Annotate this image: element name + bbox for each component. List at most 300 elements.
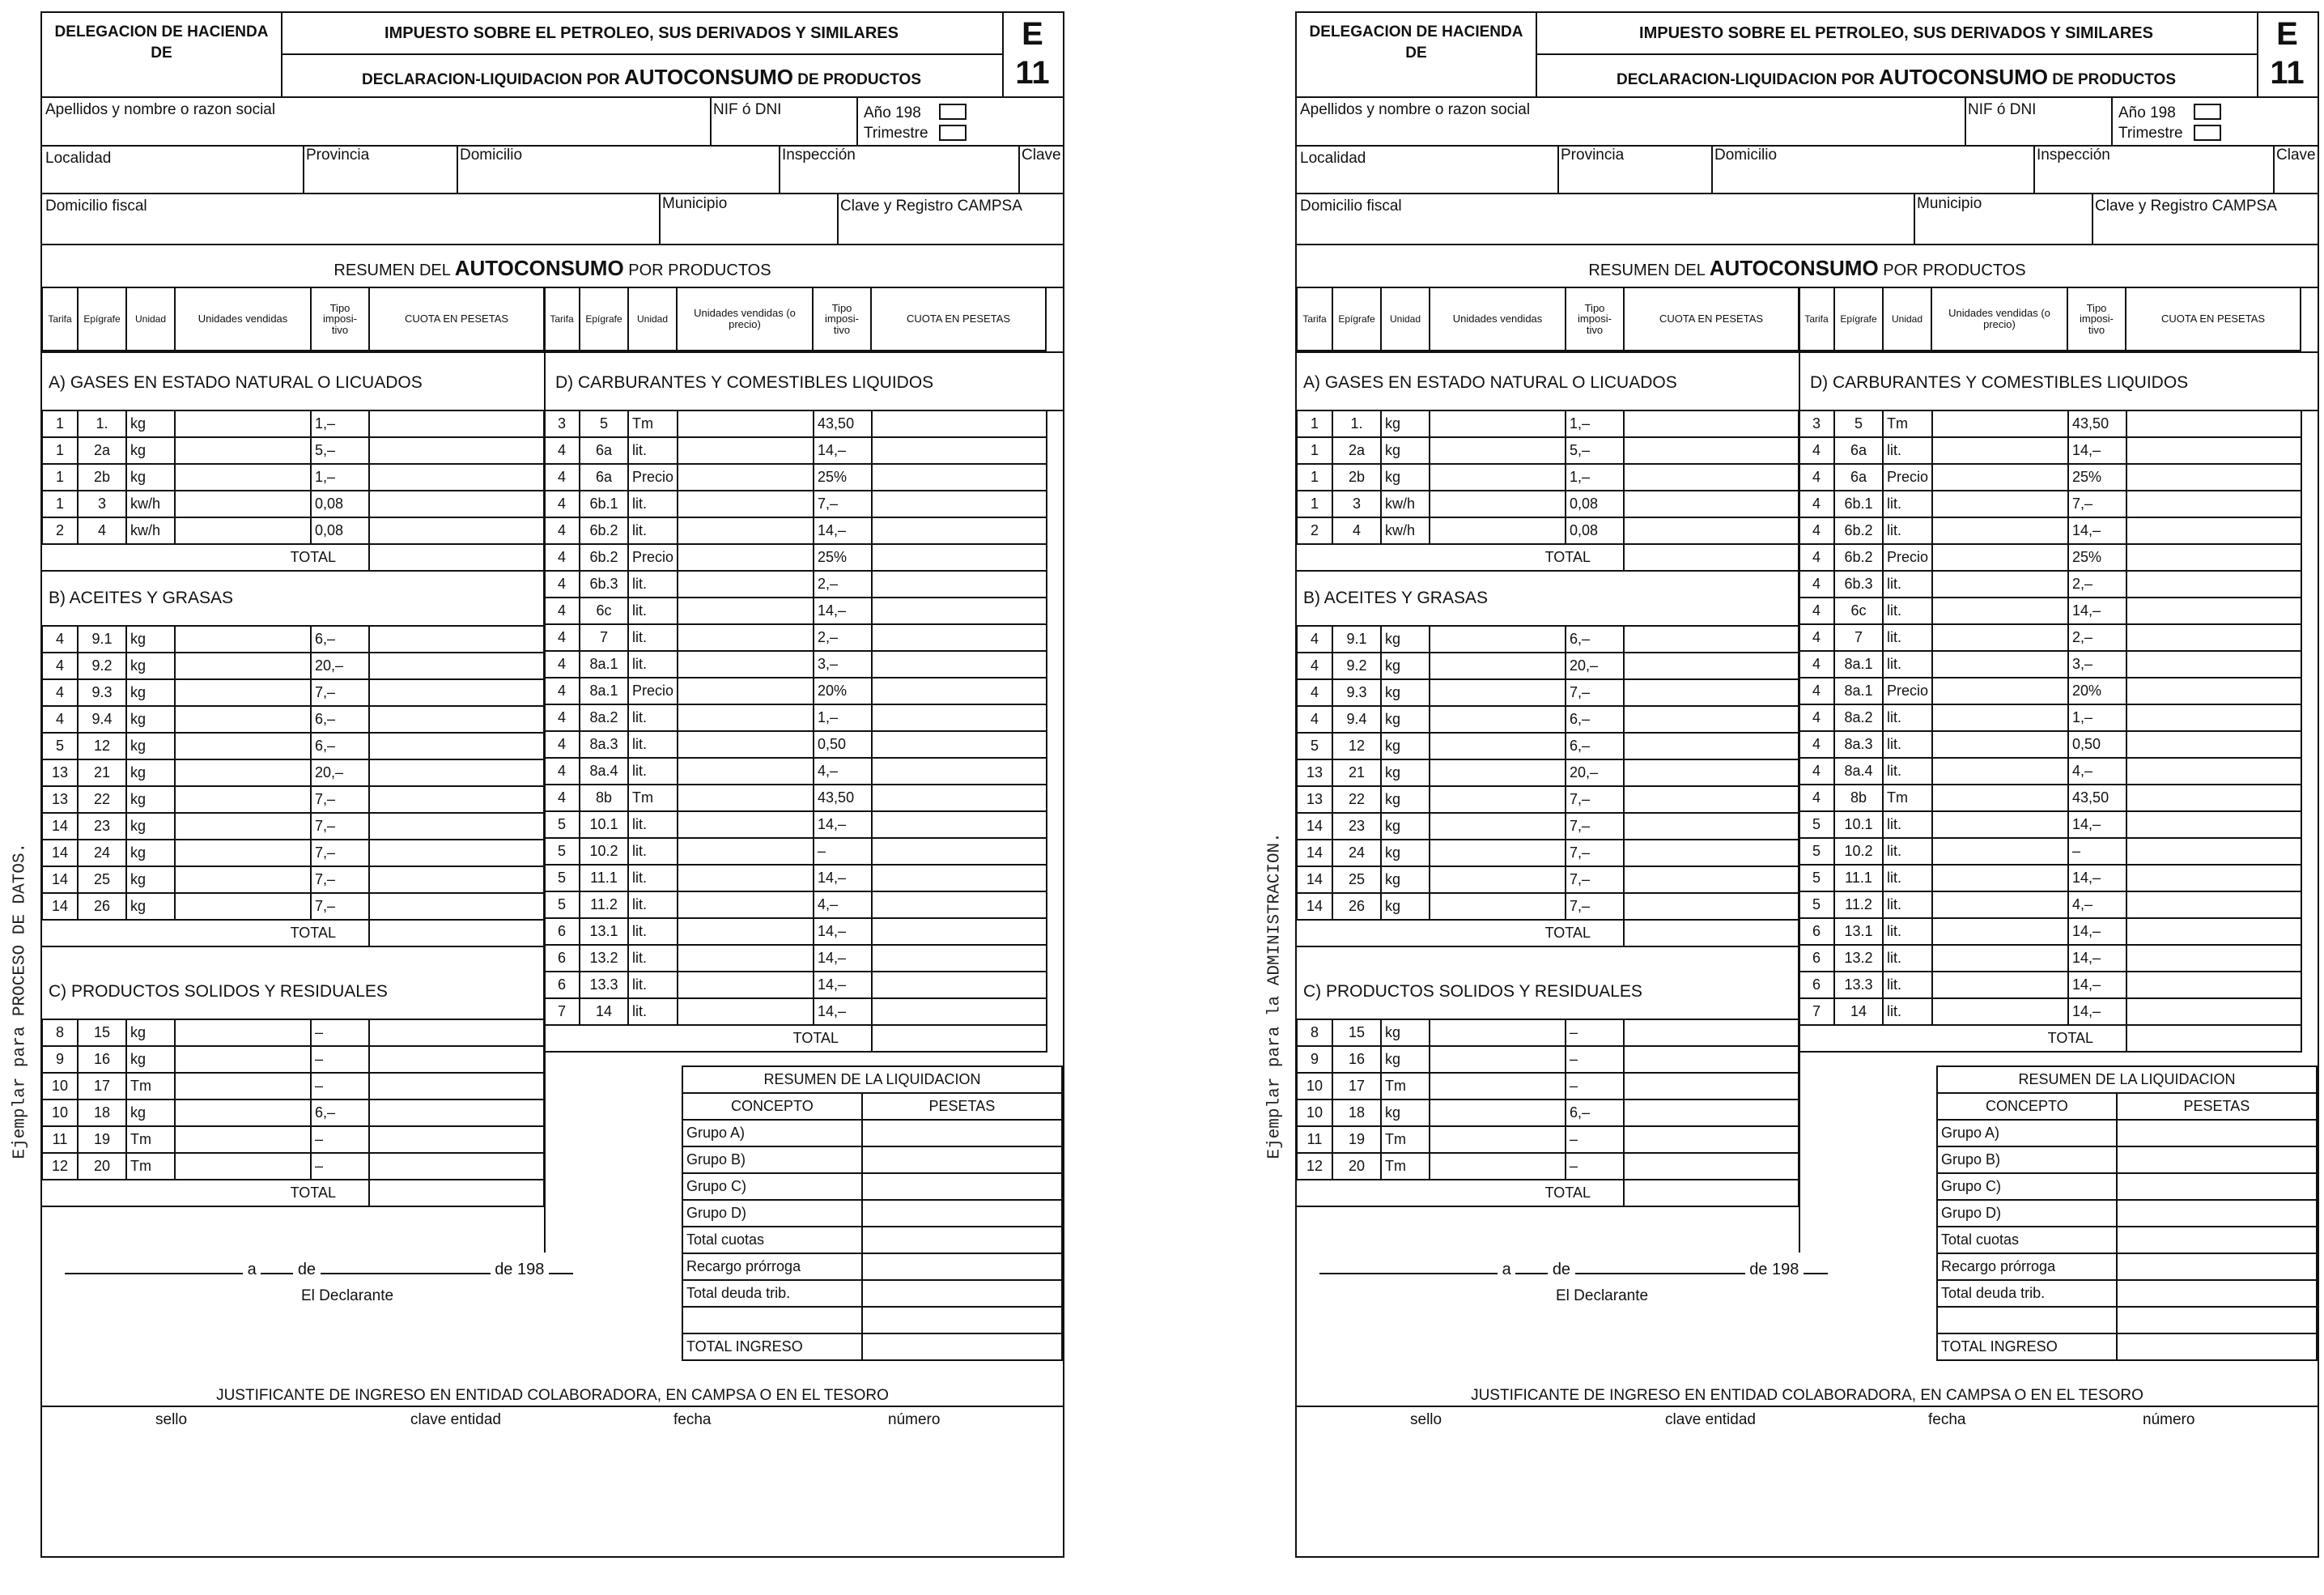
- units-sold-input[interactable]: [1430, 679, 1566, 706]
- units-sold-input[interactable]: [678, 731, 814, 758]
- units-sold-input[interactable]: [1932, 464, 2068, 491]
- tax-rate-cell: 3,–: [814, 651, 872, 678]
- units-sold-input[interactable]: [678, 544, 814, 571]
- column-header: Tipo imposi-tivo: [311, 287, 369, 351]
- tax-rate-cell: 20,–: [311, 759, 369, 786]
- tariff-cell: 5: [1799, 891, 1834, 918]
- year-box[interactable]: [2194, 104, 2221, 120]
- units-sold-input[interactable]: [678, 945, 814, 972]
- quota-input[interactable]: [369, 1099, 544, 1126]
- unit-cell: kw/h: [1381, 517, 1430, 544]
- table-row: [544, 598, 1047, 624]
- epigraph-cell: 6a: [1834, 464, 1883, 491]
- quota-input[interactable]: [369, 437, 544, 464]
- units-sold-input[interactable]: [1430, 464, 1566, 491]
- units-sold-input[interactable]: [678, 437, 814, 464]
- units-sold-input[interactable]: [678, 918, 814, 945]
- unit-cell: kg: [126, 410, 175, 437]
- quota-input[interactable]: [2126, 491, 2301, 517]
- unit-cell: lit.: [1883, 945, 1932, 972]
- unit-cell: kw/h: [1381, 491, 1430, 517]
- quota-input[interactable]: [369, 893, 544, 920]
- table-row: [544, 945, 1047, 972]
- total-input[interactable]: [872, 1025, 1047, 1052]
- quota-input[interactable]: [1624, 1153, 1799, 1180]
- units-sold-input[interactable]: [1430, 759, 1566, 786]
- units-sold-input[interactable]: [175, 410, 311, 437]
- units-sold-input[interactable]: [1430, 410, 1566, 437]
- concept-cell: [1937, 1307, 2117, 1333]
- quota-input[interactable]: [369, 410, 544, 437]
- epigraph-cell: 12: [1332, 733, 1381, 759]
- quota-input[interactable]: [1624, 759, 1799, 786]
- amount-input[interactable]: [862, 1280, 1062, 1307]
- tax-rate-cell: 1,–: [311, 464, 369, 491]
- table-row: [42, 491, 544, 517]
- units-sold-input[interactable]: [1932, 918, 2068, 945]
- tax-rate-cell: –: [1566, 1153, 1624, 1180]
- units-sold-input[interactable]: [1932, 891, 2068, 918]
- quota-input[interactable]: [369, 840, 544, 866]
- units-sold-input[interactable]: [1430, 813, 1566, 840]
- units-sold-input[interactable]: [1430, 1126, 1566, 1153]
- units-sold-input[interactable]: [1932, 998, 2068, 1025]
- quota-input[interactable]: [872, 437, 1047, 464]
- quota-input[interactable]: [872, 998, 1047, 1025]
- table-row: [682, 1280, 1062, 1307]
- unit-cell: lit.: [1883, 571, 1932, 598]
- amount-input[interactable]: [2117, 1307, 2317, 1333]
- units-sold-input[interactable]: [678, 624, 814, 651]
- unit-cell: lit.: [628, 704, 678, 731]
- quota-input[interactable]: [369, 1046, 544, 1073]
- quota-input[interactable]: [872, 918, 1047, 945]
- column-header: Epígrafe: [1834, 287, 1883, 351]
- quota-input[interactable]: [872, 571, 1047, 598]
- quota-input[interactable]: [2126, 624, 2301, 651]
- total-ingreso-input[interactable]: [2117, 1333, 2317, 1360]
- quota-input[interactable]: [1624, 1046, 1799, 1073]
- quota-input[interactable]: [872, 651, 1047, 678]
- amount-input[interactable]: [862, 1307, 1062, 1333]
- quota-input[interactable]: [2126, 464, 2301, 491]
- units-sold-input[interactable]: [1430, 866, 1566, 893]
- quota-input[interactable]: [369, 866, 544, 893]
- epigraph-cell: 11.2: [580, 891, 628, 918]
- table-row: [544, 972, 1047, 998]
- tax-rate-cell: 0,50: [2068, 731, 2126, 758]
- quota-input[interactable]: [2126, 517, 2301, 544]
- tax-rate-cell: 7,–: [1566, 893, 1624, 920]
- column-header: Unidades vendidas (o precio): [677, 287, 813, 351]
- units-sold-input[interactable]: [1430, 706, 1566, 733]
- units-sold-input[interactable]: [1932, 571, 2068, 598]
- quota-input[interactable]: [1624, 491, 1799, 517]
- tax-rate-cell: 6,–: [1566, 733, 1624, 759]
- units-sold-input[interactable]: [678, 838, 814, 865]
- quota-input[interactable]: [1624, 1073, 1799, 1099]
- unit-cell: kg: [126, 653, 175, 679]
- quota-input[interactable]: [2126, 731, 2301, 758]
- units-sold-input[interactable]: [1932, 838, 2068, 865]
- units-sold-input[interactable]: [1430, 1153, 1566, 1180]
- epigraph-cell: 18: [78, 1099, 126, 1126]
- total-input[interactable]: [369, 1180, 544, 1206]
- quota-input[interactable]: [872, 410, 1047, 437]
- total-input[interactable]: [369, 920, 544, 946]
- amount-input[interactable]: [862, 1146, 1062, 1173]
- amount-input[interactable]: [862, 1120, 1062, 1146]
- quota-input[interactable]: [1624, 1126, 1799, 1153]
- quota-input[interactable]: [872, 624, 1047, 651]
- units-sold-input[interactable]: [1430, 840, 1566, 866]
- units-sold-input[interactable]: [678, 651, 814, 678]
- amount-input[interactable]: [862, 1173, 1062, 1200]
- units-sold-input[interactable]: [1932, 945, 2068, 972]
- quota-input[interactable]: [2126, 918, 2301, 945]
- summary-title: [42, 257, 1063, 279]
- column-header: CUOTA EN PESETAS: [871, 287, 1046, 351]
- quota-input[interactable]: [369, 653, 544, 679]
- tax-rate-cell: 6,–: [1566, 626, 1624, 653]
- units-sold-input[interactable]: [175, 866, 311, 893]
- tariff-cell: 4: [1799, 651, 1834, 678]
- amount-input[interactable]: [2117, 1200, 2317, 1227]
- quota-input[interactable]: [1624, 679, 1799, 706]
- total-input[interactable]: [1624, 544, 1799, 571]
- quota-input[interactable]: [872, 517, 1047, 544]
- epigraph-cell: 23: [78, 813, 126, 840]
- units-sold-input[interactable]: [1932, 651, 2068, 678]
- units-sold-input[interactable]: [678, 785, 814, 811]
- decl-highlight: AUTOCONSUMO: [624, 65, 793, 89]
- units-sold-input[interactable]: [1932, 865, 2068, 891]
- quota-input[interactable]: [1624, 410, 1799, 437]
- quota-input[interactable]: [369, 626, 544, 653]
- units-sold-input[interactable]: [1430, 626, 1566, 653]
- quota-input[interactable]: [2126, 598, 2301, 624]
- table-row: [42, 464, 544, 491]
- tax-rate-cell: –: [2068, 838, 2126, 865]
- quota-input[interactable]: [369, 1073, 544, 1099]
- quota-input[interactable]: [2126, 704, 2301, 731]
- quota-input[interactable]: [872, 785, 1047, 811]
- units-sold-input[interactable]: [678, 891, 814, 918]
- units-sold-input[interactable]: [678, 972, 814, 998]
- units-sold-input[interactable]: [175, 786, 311, 813]
- total-input[interactable]: [369, 544, 544, 571]
- units-sold-input[interactable]: [678, 865, 814, 891]
- units-sold-input[interactable]: [1932, 410, 2068, 437]
- units-sold-input[interactable]: [1932, 437, 2068, 464]
- units-sold-input[interactable]: [1932, 624, 2068, 651]
- units-sold-input[interactable]: [678, 491, 814, 517]
- tax-rate-cell: –: [1566, 1046, 1624, 1073]
- quota-input[interactable]: [872, 838, 1047, 865]
- quota-input[interactable]: [2126, 571, 2301, 598]
- units-sold-input[interactable]: [1932, 544, 2068, 571]
- unit-cell: Precio: [628, 464, 678, 491]
- units-sold-input[interactable]: [678, 758, 814, 785]
- units-sold-input[interactable]: [678, 410, 814, 437]
- epigraph-cell: 4: [1332, 517, 1381, 544]
- quota-input[interactable]: [369, 759, 544, 786]
- units-sold-input[interactable]: [175, 1046, 311, 1073]
- quota-input[interactable]: [872, 598, 1047, 624]
- epigraph-cell: 9.3: [1332, 679, 1381, 706]
- quota-input[interactable]: [369, 1153, 544, 1180]
- tariff-cell: 4: [544, 437, 580, 464]
- quota-input[interactable]: [369, 517, 544, 544]
- epigraph-cell: 13.3: [1834, 972, 1883, 998]
- quota-input[interactable]: [872, 891, 1047, 918]
- tariff-cell: 13: [42, 786, 78, 813]
- unit-cell: lit.: [1883, 517, 1932, 544]
- units-sold-input[interactable]: [175, 1099, 311, 1126]
- quota-input[interactable]: [1624, 626, 1799, 653]
- unit-cell: kg: [126, 626, 175, 653]
- units-sold-input[interactable]: [1932, 731, 2068, 758]
- units-sold-input[interactable]: [175, 1073, 311, 1099]
- table-row: [544, 758, 1047, 785]
- unit-cell: Tm: [126, 1126, 175, 1153]
- units-sold-input[interactable]: [1932, 517, 2068, 544]
- quota-input[interactable]: [872, 678, 1047, 704]
- tariff-cell: 4: [544, 571, 580, 598]
- quota-input[interactable]: [1624, 517, 1799, 544]
- column-header: CUOTA EN PESETAS: [2126, 287, 2301, 351]
- units-sold-input[interactable]: [678, 571, 814, 598]
- units-sold-input[interactable]: [1932, 758, 2068, 785]
- quota-input[interactable]: [369, 679, 544, 706]
- quota-input[interactable]: [1624, 1099, 1799, 1126]
- tax-rate-cell: 2,–: [814, 571, 872, 598]
- quota-input[interactable]: [872, 945, 1047, 972]
- amount-input[interactable]: [2117, 1173, 2317, 1200]
- quota-input[interactable]: [369, 813, 544, 840]
- amount-input[interactable]: [2117, 1146, 2317, 1173]
- year-box[interactable]: [939, 104, 967, 120]
- quota-input[interactable]: [2126, 544, 2301, 571]
- quota-input[interactable]: [1624, 866, 1799, 893]
- quota-input[interactable]: [369, 786, 544, 813]
- quota-input[interactable]: [1624, 840, 1799, 866]
- quota-input[interactable]: [2126, 410, 2301, 437]
- quota-input[interactable]: [369, 733, 544, 759]
- units-sold-input[interactable]: [175, 759, 311, 786]
- concept-cell: Total deuda trib.: [682, 1280, 862, 1307]
- units-sold-input[interactable]: [1430, 786, 1566, 813]
- units-sold-input[interactable]: [175, 464, 311, 491]
- quota-input[interactable]: [2126, 891, 2301, 918]
- epigraph-cell: 5: [580, 410, 628, 437]
- units-sold-input[interactable]: [1430, 653, 1566, 679]
- quota-input[interactable]: [872, 704, 1047, 731]
- table-row: [42, 706, 544, 733]
- quota-input[interactable]: [872, 491, 1047, 517]
- summary-highlight: AUTOCONSUMO: [1709, 256, 1879, 280]
- units-sold-input[interactable]: [1430, 1019, 1566, 1046]
- units-sold-input[interactable]: [1430, 1099, 1566, 1126]
- quota-input[interactable]: [872, 865, 1047, 891]
- justificante-entity-key: clave entidad: [410, 1411, 501, 1428]
- quota-input[interactable]: [872, 758, 1047, 785]
- quota-input[interactable]: [1624, 786, 1799, 813]
- units-sold-input[interactable]: [1430, 517, 1566, 544]
- tariff-cell: 4: [1297, 653, 1332, 679]
- quota-input[interactable]: [2126, 437, 2301, 464]
- quota-input[interactable]: [369, 1126, 544, 1153]
- units-sold-input[interactable]: [175, 840, 311, 866]
- unit-cell: kg: [1381, 733, 1430, 759]
- quota-input[interactable]: [369, 464, 544, 491]
- epigraph-cell: 13.2: [580, 945, 628, 972]
- justificante-date: fecha: [1928, 1411, 1966, 1428]
- quota-input[interactable]: [872, 544, 1047, 571]
- units-sold-input[interactable]: [175, 679, 311, 706]
- units-sold-input[interactable]: [1932, 811, 2068, 838]
- unit-cell: lit.: [628, 517, 678, 544]
- quota-input[interactable]: [1624, 653, 1799, 679]
- quota-input[interactable]: [369, 491, 544, 517]
- table-row: [1937, 1280, 2317, 1307]
- nif-label: NIF ó DNI: [1968, 101, 2037, 118]
- total-input[interactable]: [1624, 1180, 1799, 1206]
- units-sold-input[interactable]: [1430, 491, 1566, 517]
- quota-input[interactable]: [872, 464, 1047, 491]
- quota-input[interactable]: [872, 731, 1047, 758]
- units-sold-input[interactable]: [678, 704, 814, 731]
- total-input[interactable]: [2126, 1025, 2301, 1052]
- total-row: [42, 544, 544, 571]
- unit-cell: kg: [1381, 626, 1430, 653]
- quota-input[interactable]: [1624, 464, 1799, 491]
- units-sold-input[interactable]: [175, 626, 311, 653]
- table-row: [544, 918, 1047, 945]
- tariff-cell: 4: [544, 758, 580, 785]
- units-sold-input[interactable]: [175, 1153, 311, 1180]
- quota-input[interactable]: [2126, 945, 2301, 972]
- units-sold-input[interactable]: [1430, 1046, 1566, 1073]
- total-ingreso-input[interactable]: [862, 1333, 1062, 1360]
- quota-input[interactable]: [369, 1019, 544, 1046]
- tax-rate-cell: 6,–: [311, 626, 369, 653]
- units-sold-input[interactable]: [678, 598, 814, 624]
- table-row: [1297, 1153, 1799, 1180]
- units-sold-input[interactable]: [1932, 785, 2068, 811]
- units-sold-input[interactable]: [175, 733, 311, 759]
- total-input[interactable]: [1624, 920, 1799, 946]
- units-sold-input[interactable]: [1932, 704, 2068, 731]
- units-sold-input[interactable]: [1932, 491, 2068, 517]
- tax-rate-cell: 4,–: [814, 758, 872, 785]
- quota-input[interactable]: [1624, 706, 1799, 733]
- quarter-box[interactable]: [2194, 125, 2221, 141]
- tax-rate-cell: 6,–: [311, 733, 369, 759]
- locality-label: Localidad: [45, 150, 112, 167]
- quota-input[interactable]: [2126, 838, 2301, 865]
- table-row: [1799, 678, 2301, 704]
- unit-cell: lit.: [628, 437, 678, 464]
- quota-input[interactable]: [2126, 811, 2301, 838]
- unit-cell: lit.: [1883, 865, 1932, 891]
- quota-input[interactable]: [872, 811, 1047, 838]
- quota-input[interactable]: [2126, 972, 2301, 998]
- quota-input[interactable]: [2126, 998, 2301, 1025]
- quota-input[interactable]: [872, 972, 1047, 998]
- units-sold-input[interactable]: [175, 813, 311, 840]
- tariff-cell: 10: [1297, 1099, 1332, 1126]
- unit-cell: kg: [126, 840, 175, 866]
- tax-rate-cell: 43,50: [814, 410, 872, 437]
- quota-input[interactable]: [2126, 785, 2301, 811]
- amount-input[interactable]: [862, 1200, 1062, 1227]
- units-sold-input[interactable]: [678, 517, 814, 544]
- amount-input[interactable]: [862, 1253, 1062, 1280]
- quota-input[interactable]: [369, 706, 544, 733]
- units-sold-input[interactable]: [1932, 678, 2068, 704]
- units-sold-input[interactable]: [678, 811, 814, 838]
- quota-input[interactable]: [1624, 437, 1799, 464]
- units-sold-input[interactable]: [175, 1019, 311, 1046]
- column-header: Tarifa: [42, 287, 78, 351]
- quota-input[interactable]: [2126, 865, 2301, 891]
- epigraph-cell: 6a: [580, 437, 628, 464]
- table-row: [1297, 759, 1799, 786]
- quota-input[interactable]: [2126, 651, 2301, 678]
- unit-cell: kg: [1381, 653, 1430, 679]
- quota-input[interactable]: [1624, 1019, 1799, 1046]
- units-sold-input[interactable]: [175, 491, 311, 517]
- amount-input[interactable]: [2117, 1120, 2317, 1146]
- fiscal-address-label: Domicilio fiscal: [1300, 198, 1402, 215]
- quarter-box[interactable]: [939, 125, 967, 141]
- units-sold-input[interactable]: [175, 517, 311, 544]
- units-sold-input[interactable]: [678, 678, 814, 704]
- epigraph-cell: 10.2: [580, 838, 628, 865]
- amount-input[interactable]: [862, 1227, 1062, 1253]
- epigraph-cell: 9.2: [1332, 653, 1381, 679]
- tax-rate-cell: 7,–: [1566, 679, 1624, 706]
- quota-input[interactable]: [1624, 893, 1799, 920]
- units-sold-input[interactable]: [1430, 437, 1566, 464]
- tax-rate-cell: 20,–: [1566, 653, 1624, 679]
- quota-input[interactable]: [1624, 813, 1799, 840]
- quota-input[interactable]: [1624, 733, 1799, 759]
- units-sold-input[interactable]: [1430, 1073, 1566, 1099]
- amount-input[interactable]: [2117, 1227, 2317, 1253]
- amount-input[interactable]: [2117, 1280, 2317, 1307]
- unit-cell: kg: [1381, 1046, 1430, 1073]
- units-sold-input[interactable]: [1430, 733, 1566, 759]
- units-sold-input[interactable]: [175, 893, 311, 920]
- column-header: Unidad: [628, 287, 677, 351]
- column-header-row: [41, 287, 545, 351]
- units-sold-input[interactable]: [1932, 598, 2068, 624]
- table-row: [1297, 706, 1799, 733]
- units-sold-input[interactable]: [175, 1126, 311, 1153]
- quota-input[interactable]: [2126, 678, 2301, 704]
- units-sold-input[interactable]: [678, 464, 814, 491]
- quota-input[interactable]: [2126, 758, 2301, 785]
- units-sold-input[interactable]: [678, 998, 814, 1025]
- units-sold-input[interactable]: [175, 653, 311, 679]
- units-sold-input[interactable]: [175, 437, 311, 464]
- units-sold-input[interactable]: [1430, 893, 1566, 920]
- units-sold-input[interactable]: [1932, 972, 2068, 998]
- units-sold-input[interactable]: [175, 706, 311, 733]
- amount-input[interactable]: [2117, 1253, 2317, 1280]
